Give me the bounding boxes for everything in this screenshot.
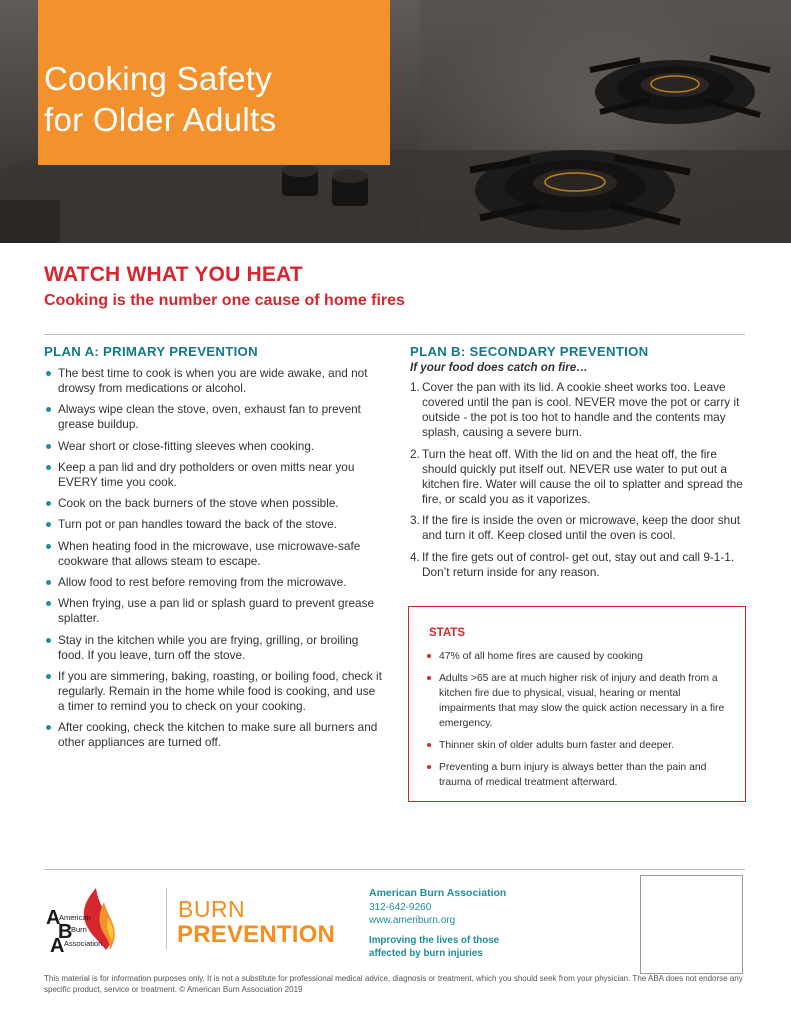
svg-text:A: A [50,935,65,956]
stats-title: STATS [429,627,465,639]
list-item: Turn pot or pan handles toward the back of the stove. [44,517,384,532]
plan-a-title: PLAN A: PRIMARY PREVENTION [44,344,258,359]
svg-text:A: A [46,907,61,929]
list-item: Stay in the kitchen while you are frying, grilling, or broiling food. If you leave, turn off the stove. [44,633,384,663]
list-item: Allow food to rest before removing from the microwave. [44,575,384,590]
item-number: 4. [410,549,420,564]
plan-b-list [410,380,750,586]
footer-divider [44,869,745,870]
title-line-2: for Older Adults [44,101,277,138]
plan-a-list [44,366,384,757]
svg-text:American: American [59,913,91,922]
item-number: 1. [410,380,420,394]
disclaimer: This material is for information purposes only. It is not a substitute for professional medical advice, diagnosis or treatment, which you should seek from your physician. The ABA does not endorse any specific product, service or treatment. © American Burn Association 2019 [44,974,743,994]
list-item [410,447,750,507]
item-text: Cover the pan with its lid. A cookie sheet works too. Leave covered until the pan is cool. NEVER move the pot or carry it outside - the pot is too hot to handle and the contents may splash, causing a severe burn. [422,380,740,439]
item-text: If the fire is inside the oven or microwave, keep the door shut and turn it off. Keep closed until the oven is cool. [422,513,741,542]
plan-b-subtitle: If your food does catch on fire… [410,361,588,374]
headline: WATCH WHAT YOU HEAT [44,263,303,286]
blank-box [640,875,743,974]
org-phone[interactable]: 312-642-9260 [369,902,432,913]
svg-text:B: B [58,921,73,943]
title-line-1: Cooking Safety [44,60,272,97]
list-item [410,513,750,543]
list-item: After cooking, check the kitchen to make sure all burners and other appliances are turned off. [44,720,384,750]
list-item: If you are simmering, baking, roasting, or boiling food, check it regularly. Remain in the home while food is cooking, and use a timer to remind you to check on your cooking. [44,669,384,714]
tagline-line-2: affected by burn injuries [369,947,483,959]
footer-separator [166,888,167,950]
divider [44,334,745,335]
org-website-link[interactable]: www.ameriburn.org [369,915,456,926]
list-item: Wear short or close-fitting sleeves when cooking. [44,439,384,454]
subheadline: Cooking is the number one cause of home fires [44,292,405,309]
org-name: American Burn Association [369,887,507,899]
item-number: 3. [410,513,420,527]
stats-box [408,606,746,802]
page-title [44,58,344,140]
list-item: Keep a pan lid and dry potholders or oven mitts near you EVERY time you cook. [44,460,384,490]
hero-image [0,0,791,243]
tagline-line-1: Improving the lives of those [369,935,500,946]
tagline [369,935,499,960]
list-item [410,380,750,440]
item-number: 2. [410,446,420,461]
list-item: Cook on the back burners of the stove when possible. [44,496,384,511]
svg-text:Association: Association [64,939,103,948]
stat-item: Thinner skin of older adults burn faster and deeper. [425,738,733,753]
prevention-word: PREVENTION [177,921,336,948]
list-item: The best time to cook is when you are wide awake, and not drowsy from medications or alcohol. [44,366,384,396]
item-text: If the fire gets out of control- get out, stay out and call 9-1-1. Don’t return inside for any reason. [422,549,735,579]
stat-item: Preventing a burn injury is always better than the pain and trauma of medical treatment afterward. [425,760,733,790]
stat-item: Adults >65 are at much higher risk of injury and death from a kitchen fire due to physical, visual, hearing or mental impairments that may slow the quick action necessary in a fire emergency. [425,671,733,731]
plan-b-title: PLAN B: SECONDARY PREVENTION [410,344,649,359]
item-text: Turn the heat off. With the lid on and the heat off, the fire should quickly put itself out. NEVER use water to put out a kitchen fire. Water will cause the oil to splatter and spread the fire, or scald you as it vaporizes. [422,446,743,506]
svg-text:Burn: Burn [71,925,87,934]
stats-list [425,649,733,797]
list-item: When frying, use a pan lid or splash guard to prevent grease splatter. [44,596,384,626]
list-item [410,550,750,580]
stat-item: 47% of all home fires are caused by cooking [425,649,733,664]
burn-word: BURN [178,896,246,922]
list-item: Always wipe clean the stove, oven, exhaust fan to prevent grease buildup. [44,402,384,432]
list-item: When heating food in the microwave, use microwave-safe cookware that allows steam to escape. [44,539,384,569]
aba-logo [44,884,136,956]
